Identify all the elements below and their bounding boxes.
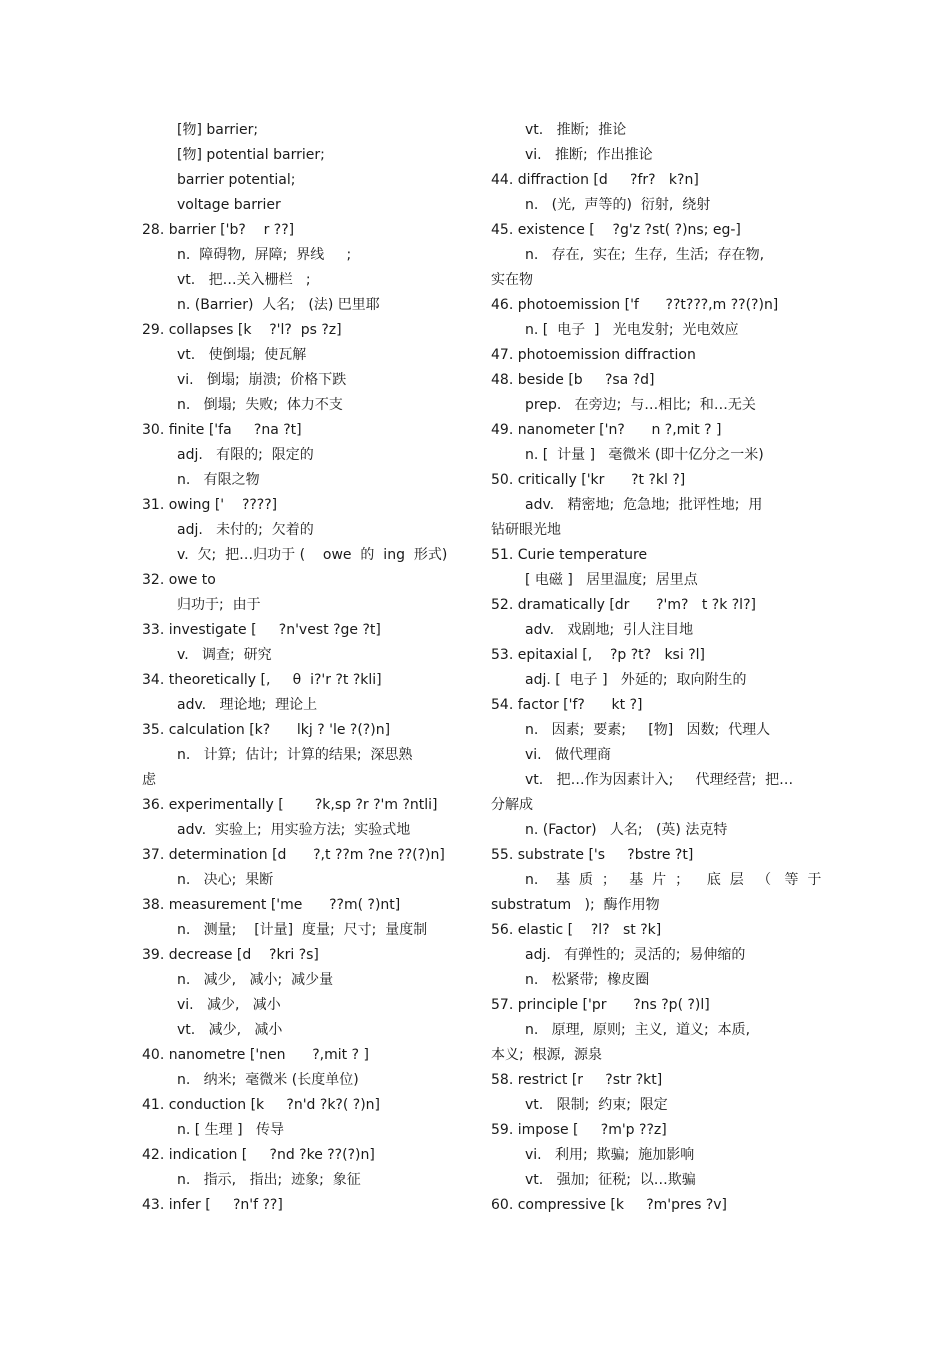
entry-headword: 29. collapses [k ?'l? ps ?z] <box>142 322 342 338</box>
definition-line: adv. 戏剧地; 引人注目地 <box>525 622 694 638</box>
definition-line: n. 倒塌; 失败; 体力不支 <box>177 397 343 413</box>
definition-line: vt. 把…关入栅栏 ; <box>177 272 311 288</box>
definition-line: n. 纳米; 毫微米 (长度单位) <box>177 1072 359 1088</box>
entry-headword: 52. dramatically [dr ?'m? t ?k ?l?] <box>491 597 756 613</box>
definition-line: n. (光, 声等的) 衍射, 绕射 <box>525 197 711 213</box>
entry-headword: 54. factor ['f? kt ?] <box>491 697 643 713</box>
definition-line: n. 有限之物 <box>177 472 260 488</box>
definition-line: n. 因素; 要素; [物] 因数; 代理人 <box>525 722 771 738</box>
definition-line: n. 决心; 果断 <box>177 872 274 888</box>
entry-headword: 34. theoretically [, θ i?'r ?t ?kli] <box>142 672 382 688</box>
definition-line: n. 存在, 实在; 生存, 生活; 存在物, <box>525 247 765 263</box>
definition-line: 虑 <box>142 772 156 788</box>
entry-headword: 39. decrease [d ?kri ?s] <box>142 947 319 963</box>
right-column <box>491 118 821 1218</box>
definition-line: 本义; 根源, 源泉 <box>491 1047 602 1063</box>
definition-line: n. 指示, 指出; 迹象; 象征 <box>177 1172 361 1188</box>
entry-headword: 58. restrict [r ?str ?kt] <box>491 1072 663 1088</box>
entry-headword: 42. indication [ ?nd ?ke ??(?)n] <box>142 1147 375 1163</box>
entry-headword: 59. impose [ ?m'p ??z] <box>491 1122 667 1138</box>
entry-headword: 46. photoemission ['f ??t???,m ??(?)n] <box>491 297 779 313</box>
entry-headword: 33. investigate [ ?n'vest ?ge ?t] <box>142 622 381 638</box>
definition-line: n. [ 电子 ] 光电发射; 光电效应 <box>525 322 739 338</box>
entry-headword: 31. owing [' ????] <box>142 497 278 513</box>
definition-line: adv. 实验上; 用实验方法; 实验式地 <box>177 822 411 838</box>
definition-line: barrier potential; <box>177 172 296 188</box>
definition-line: v. 调查; 研究 <box>177 647 272 663</box>
definition-line: n. (Factor) 人名; (英) 法克特 <box>525 822 728 838</box>
definition-line: prep. 在旁边; 与…相比; 和…无关 <box>525 397 756 413</box>
definition-line: vi. 做代理商 <box>525 747 611 763</box>
definition-line: n. 基 质 ； 基 片 ； 底 层 （ 等 于 <box>525 872 822 888</box>
definition-line: vt. 推断; 推论 <box>525 122 627 138</box>
definition-line: n. 测量; [计量] 度量; 尺寸; 量度制 <box>177 922 428 938</box>
definition-line: [物] potential barrier; <box>177 147 325 163</box>
definition-line: vt. 使倒塌; 使瓦解 <box>177 347 307 363</box>
definition-line: voltage barrier <box>177 197 281 213</box>
entry-headword: 47. photoemission diffraction <box>491 347 696 363</box>
entry-headword: 51. Curie temperature <box>491 547 648 563</box>
entry-headword: 55. substrate ['s ?bstre ?t] <box>491 847 694 863</box>
definition-line: adj. [ 电子 ] 外延的; 取向附生的 <box>525 672 747 688</box>
definition-line: vt. 减少, 减小 <box>177 1022 283 1038</box>
definition-line: v. 欠; 把…归功于 ( owe 的 ing 形式) <box>177 547 448 563</box>
definition-line: adj. 有弹性的; 灵活的; 易伸缩的 <box>525 947 746 963</box>
definition-line: [物] barrier; <box>177 122 259 138</box>
definition-line: 分解成 <box>491 797 533 813</box>
definition-line: adj. 有限的; 限定的 <box>177 447 314 463</box>
left-column <box>142 118 472 1218</box>
definition-line: n. (Barrier) 人名; (法) 巴里耶 <box>177 297 380 313</box>
entry-headword: 50. critically ['kr ?t ?kl ?] <box>491 472 686 488</box>
definition-line: n. 减少, 减小; 减少量 <box>177 972 334 988</box>
entry-headword: 57. principle ['pr ?ns ?p( ?)l] <box>491 997 710 1013</box>
definition-line: substratum ); 酶作用物 <box>491 897 660 913</box>
entry-headword: 32. owe to <box>142 572 216 588</box>
definition-line: vt. 强加; 征税; 以…欺骗 <box>525 1172 696 1188</box>
definition-line: vi. 倒塌; 崩溃; 价格下跌 <box>177 372 347 388</box>
definition-line: adj. 未付的; 欠着的 <box>177 522 314 538</box>
entry-headword: 37. determination [d ?,t ??m ?ne ??(?)n] <box>142 847 445 863</box>
entry-headword: 41. conduction [k ?n'd ?k?( ?)n] <box>142 1097 380 1113</box>
entry-headword: 40. nanometre ['nen ?,mit ? ] <box>142 1047 369 1063</box>
definition-line: adv. 理论地; 理论上 <box>177 697 318 713</box>
definition-line: n. 障碍物, 屏障; 界线 ; <box>177 247 352 263</box>
entry-headword: 28. barrier ['b? r ??] <box>142 222 295 238</box>
entry-headword: 36. experimentally [ ?k,sp ?r ?'m ?ntli] <box>142 797 438 813</box>
definition-line: n. [ 计量 ] 毫微米 (即十亿分之一米) <box>525 447 764 463</box>
definition-line: n. 原理, 原则; 主义, 道义; 本质, <box>525 1022 751 1038</box>
entry-headword: 45. existence [ ?g'z ?st( ?)ns; eg-] <box>491 222 741 238</box>
definition-line: n. [ 生理 ] 传导 <box>177 1122 284 1138</box>
entry-headword: 38. measurement ['me ??m( ?)nt] <box>142 897 401 913</box>
entry-headword: 56. elastic [ ?l? st ?k] <box>491 922 662 938</box>
definition-line: vi. 减少, 减小 <box>177 997 281 1013</box>
definition-line: n. 松紧带; 橡皮圈 <box>525 972 650 988</box>
entry-headword: 35. calculation [k? lkj ? 'le ?(?)n] <box>142 722 391 738</box>
definition-line: 实在物 <box>491 272 533 288</box>
entry-headword: 43. infer [ ?n'f ??] <box>142 1197 283 1213</box>
entry-headword: 44. diffraction [d ?fr? k?n] <box>491 172 699 188</box>
entry-headword: 60. compressive [k ?m'pres ?v] <box>491 1197 727 1213</box>
entry-headword: 30. finite ['fa ?na ?t] <box>142 422 302 438</box>
definition-line: n. 计算; 估计; 计算的结果; 深思熟 <box>177 747 413 763</box>
entry-headword: 49. nanometer ['n? n ?,mit ? ] <box>491 422 722 438</box>
entry-headword: 48. beside [b ?sa ?d] <box>491 372 655 388</box>
entry-headword: 53. epitaxial [, ?p ?t? ksi ?l] <box>491 647 705 663</box>
definition-line: 归功于; 由于 <box>177 597 261 613</box>
definition-line: vt. 限制; 约束; 限定 <box>525 1097 668 1113</box>
definition-line: vi. 利用; 欺骗; 施加影响 <box>525 1147 695 1163</box>
definition-line: adv. 精密地; 危急地; 批评性地; 用 <box>525 497 763 513</box>
definition-line: 钻研眼光地 <box>491 522 561 538</box>
definition-line: vi. 推断; 作出推论 <box>525 147 653 163</box>
definition-line: [ 电磁 ] 居里温度; 居里点 <box>525 572 698 588</box>
definition-line: vt. 把…作为因素计入; 代理经营; 把… <box>525 772 794 788</box>
